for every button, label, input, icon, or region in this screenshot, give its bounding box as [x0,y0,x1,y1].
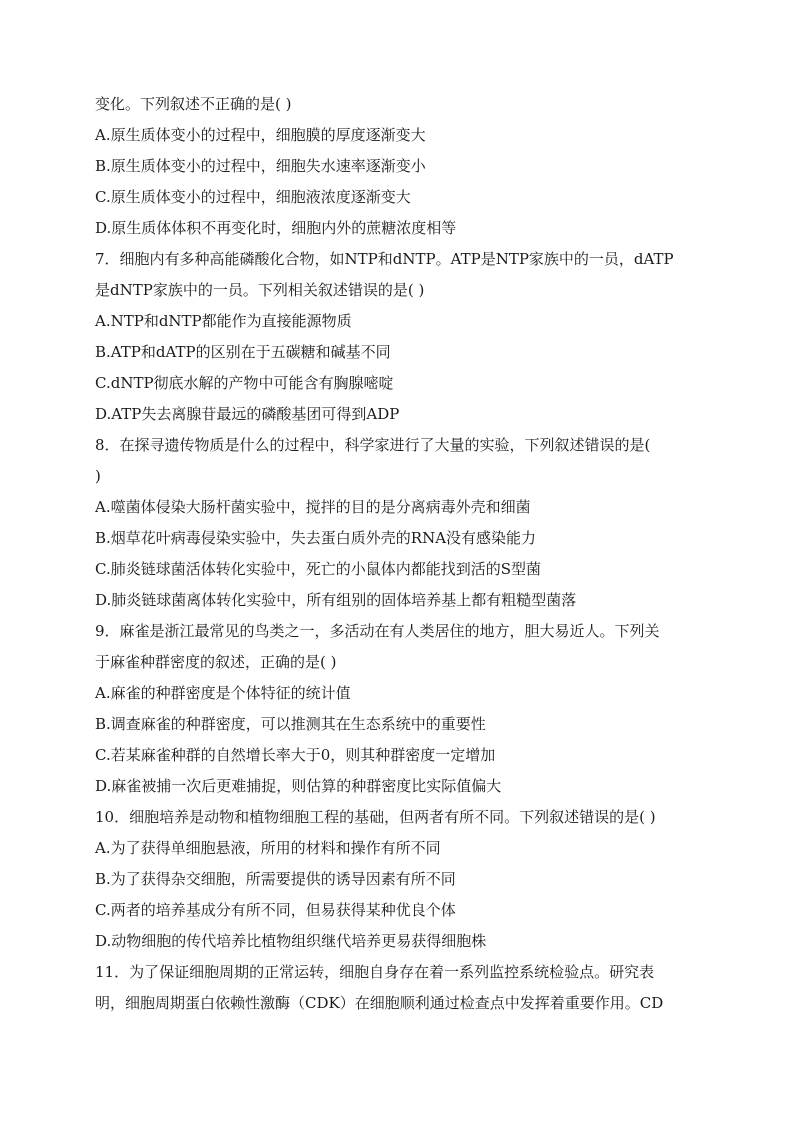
option-c: C.若某麻雀种群的自然增长率大于0，则其种群密度一定增加 [95,746,496,764]
option-d: D.ATP失去离腺苷最远的磷酸基团可得到ADP [95,405,400,423]
question-10-stem: 10．细胞培养是动物和植物细胞工程的基础，但两者有所不同。下列叙述错误的是( ) [95,808,656,826]
option-d: D.原生质体体积不再变化时，细胞内外的蔗糖浓度相等 [95,219,457,237]
question-7-stem: 7．细胞内有多种高能磷酸化合物，如NTP和dNTP。ATP是NTP家族中的一员，dATP [95,250,674,268]
option-d: D.动物细胞的传代培养比植物组织继代培养更易获得细胞株 [95,932,487,950]
question-8-stem: 8．在探寻遗传物质是什么的过程中，科学家进行了大量的实验，下列叙述错误的是( [95,436,651,454]
option-c: C.两者的培养基成分有所不同，但易获得某种优良个体 [95,901,456,919]
question-8-stem-cont: ) [95,467,101,485]
question-9-stem-cont: 于麻雀种群密度的叙述，正确的是( ) [95,653,337,671]
option-b: B.原生质体变小的过程中，细胞失水速率逐渐变小 [95,157,426,175]
option-b: B.调查麻雀的种群密度，可以推测其在生态系统中的重要性 [95,715,486,733]
option-d: D.麻雀被捕一次后更难捕捉，则估算的种群密度比实际值偏大 [95,777,502,795]
question-9-stem: 9．麻雀是浙江最常见的鸟类之一，多活动在有人类居住的地方，胆大易近人。下列关 [95,622,660,640]
option-c: C.原生质体变小的过程中，细胞液浓度逐渐变大 [95,188,411,206]
option-a: A.噬菌体侵染大肠杆菌实验中，搅拌的目的是分离病毒外壳和细菌 [95,498,531,516]
option-a: A.原生质体变小的过程中，细胞膜的厚度逐渐变大 [95,126,426,144]
option-a: A.麻雀的种群密度是个体特征的统计值 [95,684,351,702]
document-page [95,94,700,1024]
question-11-stem: 11．为了保证细胞周期的正常运转，细胞自身存在着一系列监控系统检验点。研究表 [95,963,655,981]
option-c: C.肺炎链球菌活体转化实验中，死亡的小鼠体内都能找到活的S型菌 [95,560,541,578]
option-b: B.ATP和dATP的区别在于五碳糖和碱基不同 [95,343,391,361]
option-c: C.dNTP彻底水解的产物中可能含有胸腺嘧啶 [95,374,394,392]
option-b: B.为了获得杂交细胞，所需要提供的诱导因素有所不同 [95,870,456,888]
option-b: B.烟草花叶病毒侵染实验中，失去蛋白质外壳的RNA没有感染能力 [95,529,537,547]
option-d: D.肺炎链球菌离体转化实验中，所有组别的固体培养基上都有粗糙型菌落 [95,591,577,609]
question-11-stem-cont: 明，细胞周期蛋白依赖性激酶（CDK）在细胞顺利通过检查点中发挥着重要作用。CD [95,994,664,1012]
text-line: 变化。下列叙述不正确的是( ) [95,95,292,113]
option-a: A.NTP和dNTP都能作为直接能源物质 [95,312,352,330]
option-a: A.为了获得单细胞悬液，所用的材料和操作有所不同 [95,839,441,857]
question-7-stem-cont: 是dNTP家族中的一员。下列相关叙述错误的是( ) [95,281,425,299]
